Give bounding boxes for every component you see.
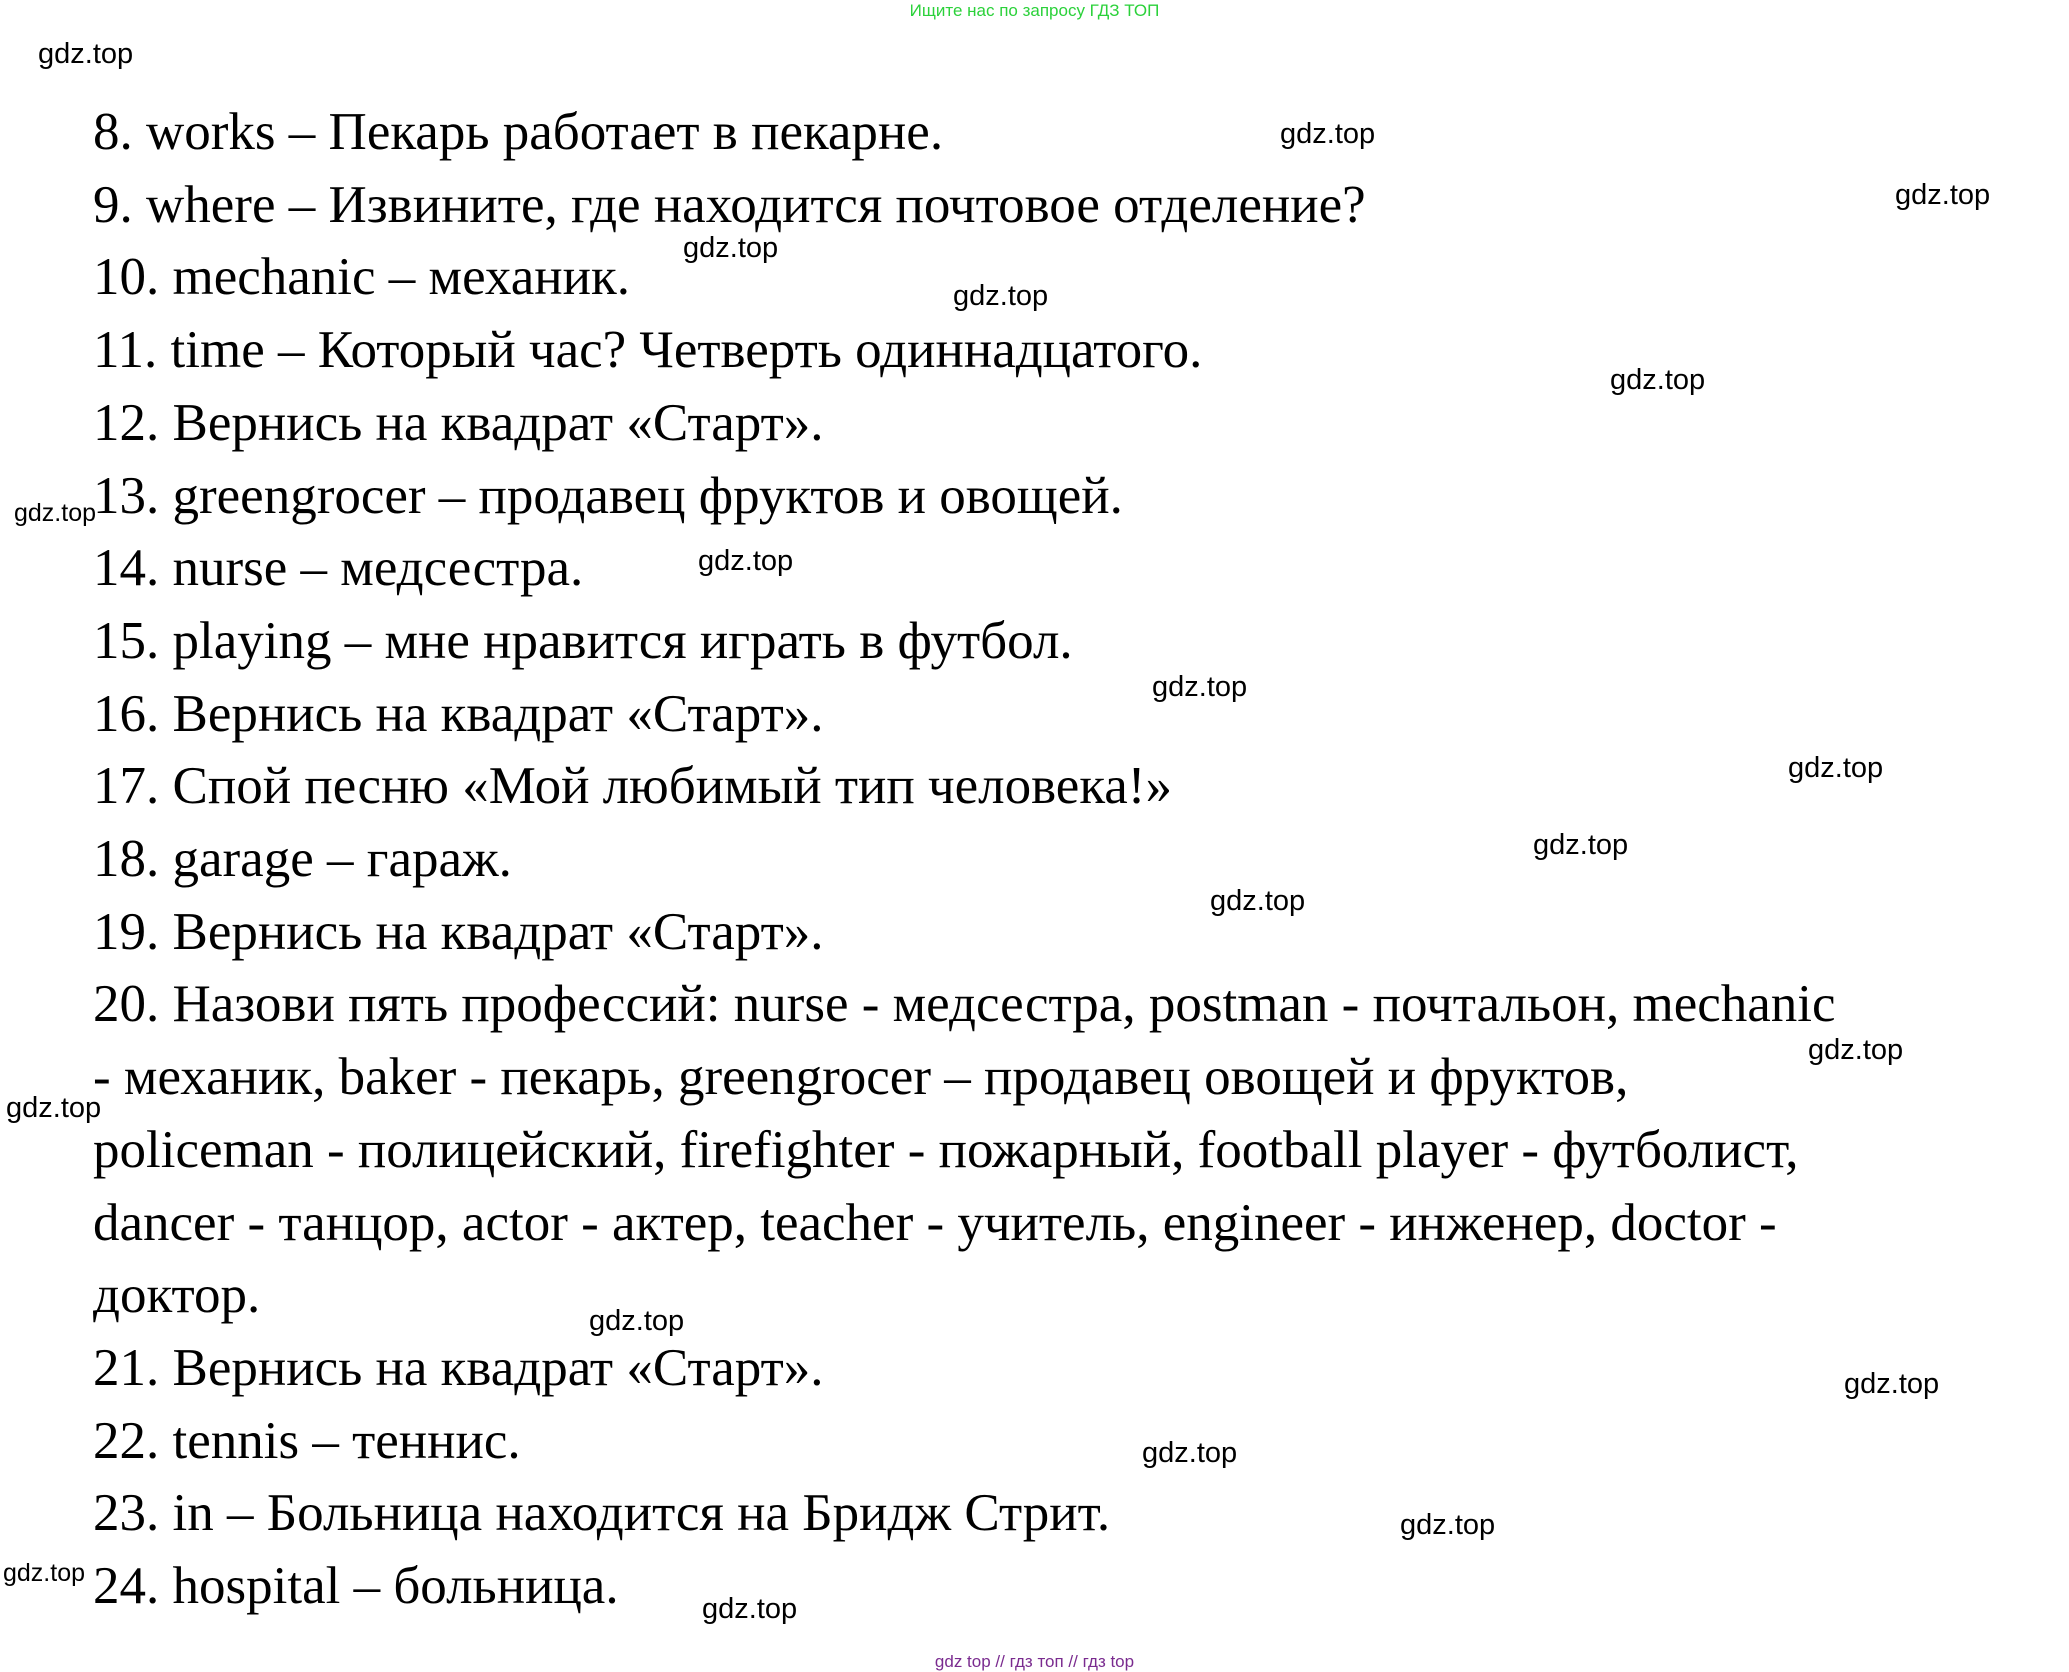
watermark: gdz.top [1895,179,1991,211]
answer-line-20-cont-1: - механик, baker - пекарь, greengrocer – продавец овощей и фруктов, [93,1048,1629,1107]
answer-line-11: 11. time – Который час? Четверть одиннадцатого. [93,321,1203,380]
answer-line-20-cont-3: dancer - танцор, actor - актер, teacher - учитель, engineer - инженер, doctor - [93,1193,1777,1252]
answer-line-20-cont-4: доктор. [93,1266,261,1325]
watermark: gdz.top [683,232,779,264]
watermark: gdz.top [1210,885,1306,917]
answer-line-18: 18. garage – гараж. [93,830,512,889]
top-banner [0,0,2069,22]
bottom-banner-text: gdz top // гдз топ // гдз top [934,1652,1135,1671]
watermark: gdz.top [3,1559,86,1587]
answer-line-23: 23. in – Больница находится на Бридж Стрит. [93,1484,1111,1543]
answer-line-12: 12. Вернись на квадрат «Старт». [93,393,824,452]
answer-line-19: 19. Вернись на квадрат «Старт». [93,902,824,961]
watermark: gdz.top [1152,671,1248,703]
watermark: gdz.top [953,280,1049,312]
watermark: gdz.top [1142,1437,1238,1469]
answer-text [93,96,2033,1623]
watermark: gdz.top [589,1305,685,1337]
top-banner-text: Ищите нас по запросу ГДЗ ТОП [909,1,1160,20]
watermark: gdz.top [1400,1509,1496,1541]
answer-line-9: 9. where – Извините, где находится почтовое отделение? [93,175,1366,234]
watermark: gdz.top [14,499,97,527]
answer-line-10: 10. mechanic – механик. [93,248,630,307]
watermark: gdz.top [702,1593,798,1625]
answer-line-22: 22. tennis – теннис. [93,1411,521,1470]
answer-line-21: 21. Вернись на квадрат «Старт». [93,1338,824,1397]
watermark: gdz.top [1533,829,1629,861]
watermark: gdz.top [1844,1368,1940,1400]
watermark: gdz.top [1788,752,1884,784]
answer-line-8: 8. works – Пекарь работает в пекарне. [93,103,944,161]
answer-line-13: 13. greengrocer – продавец фруктов и овощей. [93,466,1123,525]
watermark: gdz.top [38,38,134,70]
answer-line-15: 15. playing – мне нравится играть в футбол. [93,611,1073,670]
answer-line-20-cont-2: policeman - полицейский, firefighter - пожарный, football player - футболист, [93,1120,1799,1179]
watermark: gdz.top [1808,1034,1904,1066]
watermark: gdz.top [6,1092,102,1124]
answer-line-24: 24. hospital – больница. [93,1557,619,1616]
watermark: gdz.top [1280,118,1376,150]
watermark: gdz.top [698,545,794,577]
answer-line-14: 14. nurse – медсестра. [93,539,584,598]
bottom-banner [0,1652,2069,1672]
answer-line-20: 20. Назови пять профессий: nurse - медсестра, postman - почтальон, mechanic [93,975,1836,1034]
answer-line-16: 16. Вернись на квадрат «Старт». [93,684,824,743]
answer-line-17: 17. Спой песню «Мой любимый тип человека!» [93,757,1172,816]
watermark: gdz.top [1610,364,1706,396]
